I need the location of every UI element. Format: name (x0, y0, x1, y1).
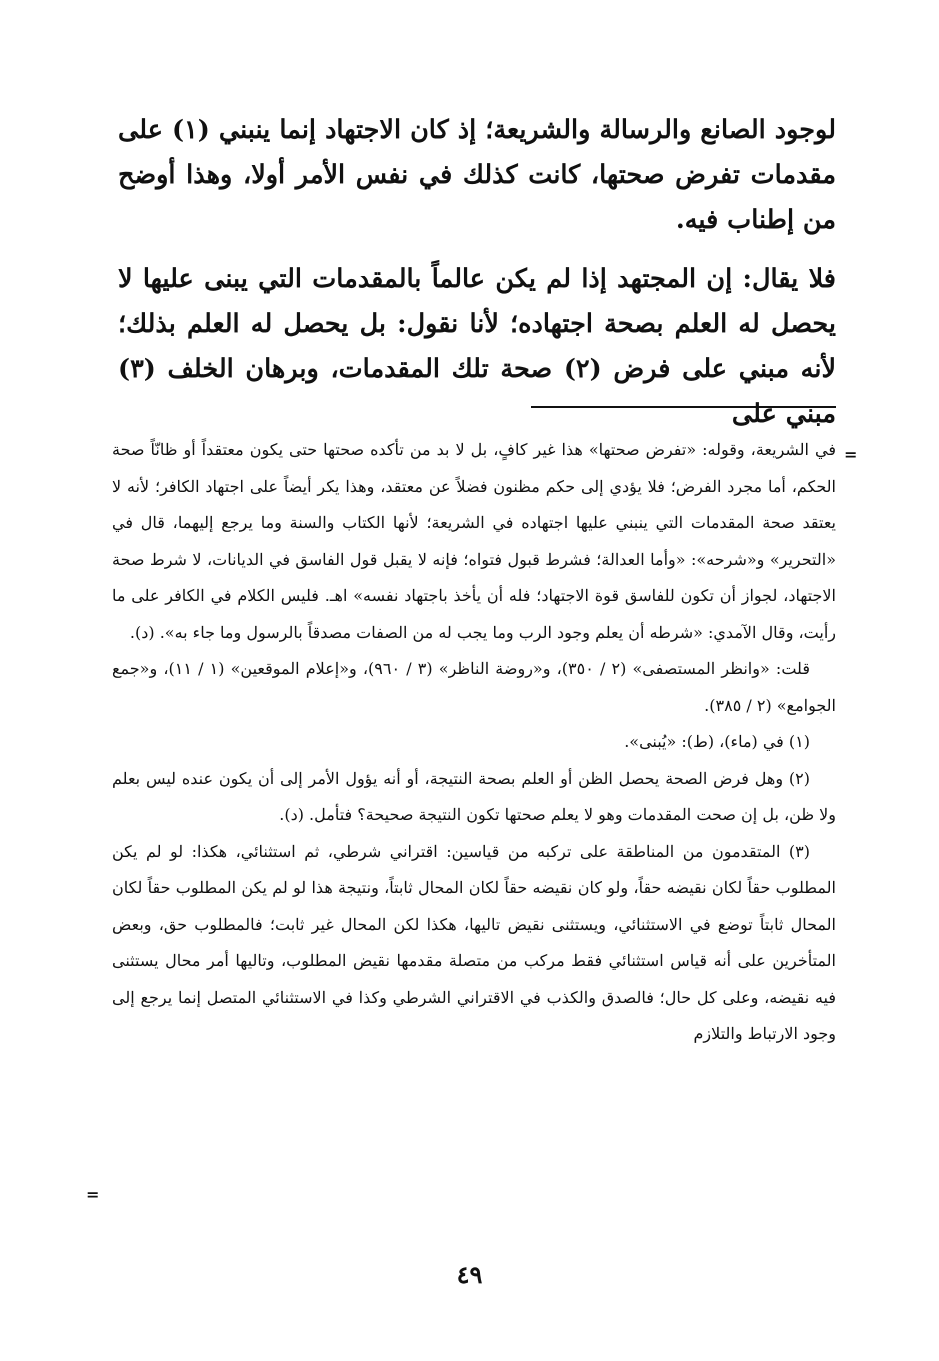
footnote-continuation-mark-start: = (844, 445, 858, 464)
footnote-2: (٢) وهل فرض الصحة يحصل الظن أو العلم بصحة النتيجة، أو أنه يؤول الأمر إلى أن يكون عنده ليس بعلم ولا ظن، بل إن صحت المقدمات وهو لا يعلم صحتها تكون النتيجة صحيحة؟ فتأمل. (د). (112, 768, 836, 824)
main-paragraph-2: فلا يقال: إن المجتهد إذا لم يكن عالماً بالمقدمات التي يبنى عليها لا يحصل له العلم بصحة اجتهاده؛ لأنا نقول: بل يحصل له العلم بذلك؛ لأنه مبني على فرض (٢) صحة تلك المقدمات، وبرهان الخلف (٣) مبني على (118, 264, 836, 429)
page-number: ٤٩ (456, 1260, 483, 1289)
footnote-separator (531, 406, 836, 408)
footnote-3: (٣) المتقدمون من المناطقة على تركبه من قياسين: اقتراني شرطي، ثم استثنائي، هكذا: لو لم يكن المطلوب حقاً لكان نقيضه حقاً، ولو كان نقيضه حقاً لكان المحال ثابتاً، ونتيجة هذا لو لم يكن المطلوب حقاً لكان المحال ثابتاً توضع في الاستثنائي، ويستثنى نقيض تاليها، هكذا لكن المحال غير ثابت؛ فالمطلوب حق، وبعض المتأخرين على أنه قياس استثنائي فقط مركب من متصلة مقدمها نقيض المطلوب، وتاليها أمر محال يستثنى فيه نقيضه، وعلى كل حال؛ فالصدق والكذب في الاقتراني الشرطي وكذا في الاستثنائي المتصل إنما يرجع إلى وجود الارتباط والتلازم (112, 841, 836, 1043)
footnote-continuation: في الشريعة، وقوله: «تفرض صحتها» هذا غير كافٍ، بل لا بد من تأكده صحتها حتى يكون معتقداً أو ظانّاً صحة الحكم، أما مجرد الفرض؛ فلا يؤدي إلى حكم مظنون فضلاً عن معتقد، وهذا يكر أيضاً على اجتهاد الكافر؛ لأنه لا يعتقد صحة المقدمات التي ينبني عليها اجتهاده في الشريعة؛ لأنها الكتاب والسنة وما يرجع إليهما، قال في «التحرير» و«شرحه»: «وأما العدالة؛ فشرط قبول فتواه؛ فإنه لا يقبل قول الفاسق في الديانات، لا شرط صحة الاجتهاد، لجواز أن تكون للفاسق قوة الاجتهاد؛ فله أن يأخذ باجتهاد نفسه» اهـ. فليس الكلام في الكافر على ما رأيت، وقال الآمدي: «شرطه أن يعلم وجود الرب وما يجب له من الصفات مصدقاً بالرسول وما جاء به». (د). (112, 440, 836, 642)
main-text-block (118, 108, 836, 437)
main-paragraph-1: لوجود الصانع والرسالة والشريعة؛ إذ كان الاجتهاد إنما ينبني (١) على مقدمات تفرض صحتها، كانت كذلك في نفس الأمر أولا، وهذا أوضح من إطناب فيه. (118, 115, 836, 235)
footnote-1: (١) في (ماء)، (ط): «يُبنى». (624, 732, 810, 751)
footnote-editor-note: قلت: «وانظر المستصفى» (٢ / ٣٥٠)، و«روضة الناظر» (٣ / ٩٦٠)، و«إعلام الموقعين» (١ / ١١)، و«جمع الجوامع» (٢ / ٣٨٥). (112, 659, 836, 715)
footnotes-block (112, 432, 836, 1053)
footnote-continuation-mark-end: = (86, 1185, 100, 1204)
